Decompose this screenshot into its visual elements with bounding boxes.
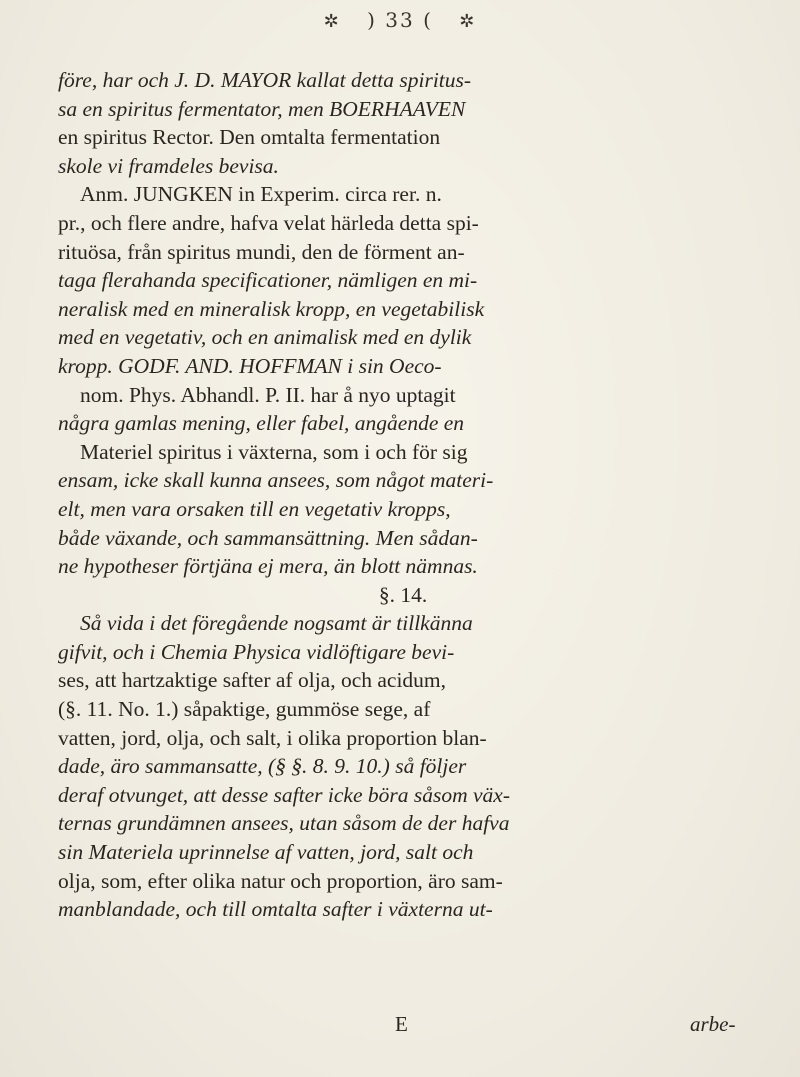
- page-footer: [0, 1012, 800, 1042]
- text-line: Anm. JUNGKEN in Experim. circa rer. n.: [80, 182, 442, 207]
- text-line: några gamlas mening, eller fabel, angående en: [58, 411, 465, 436]
- text-line: deraf otvunget, att desse safter icke böra såsom väx-: [58, 782, 511, 807]
- body-text: [58, 66, 748, 924]
- signature-mark: E: [395, 1012, 408, 1036]
- text-line: ses, att hartzaktige safter af olja, och acidum,: [58, 668, 447, 693]
- text-line: vatten, jord, olja, och salt, i olika proportion blan-: [58, 725, 487, 750]
- text-line: sa en spiritus fermentator, men BOERHAAVEN: [58, 96, 466, 121]
- text-line: kropp. GODF. AND. HOFFMAN i sin Oeco-: [58, 353, 442, 378]
- text-line: sin Materiela uprinnelse af vatten, jord, salt och: [58, 840, 474, 865]
- text-line: Så vida i det föregående nogsamt är tillkänna: [80, 611, 473, 636]
- text-line: elt, men vara orsaken till en vegetativ kropps,: [58, 496, 451, 521]
- text-line: rituösa, från spiritus mundi, den de förment an-: [58, 239, 465, 264]
- text-line: manblandade, och till omtalta safter i växterna ut-: [58, 897, 493, 922]
- text-line: nom. Phys. Abhandl. P. II. har å nyo uptagit: [80, 382, 456, 407]
- text-line: ensam, icke skall kunna ansees, som något materi-: [58, 468, 494, 493]
- text-line: med en vegetativ, och en animalisk med en dylik: [58, 325, 472, 350]
- text-line: en spiritus Rector. Den omtalta fermentation: [58, 125, 441, 150]
- text-line: gifvit, och i Chemia Physica vidlöftigare bevi-: [58, 639, 455, 664]
- text-line: ternas grundämnen ansees, utan såsom de der hafva: [58, 811, 510, 836]
- running-header: [0, 8, 800, 32]
- text-line: ne hypotheser förtjäna ej mera, än blott nämnas.: [58, 554, 478, 579]
- text-line: dade, äro sammansatte, (§ §. 8. 9. 10.) så följer: [58, 754, 467, 779]
- text-line: Materiel spiritus i växterna, som i och för sig: [80, 439, 468, 464]
- page-number: ) 33 (: [367, 8, 433, 32]
- star-ornament-icon: ✲: [323, 11, 341, 32]
- text-line: olja, som, efter olika natur och proportion, äro sam-: [58, 868, 503, 893]
- text-line: neralisk med en mineralisk kropp, en vegetabilisk: [58, 296, 485, 321]
- text-line: före, har och J. D. MAYOR kallat detta spiritus-: [58, 68, 472, 92]
- section-number: §. 14.: [378, 582, 428, 607]
- text-line: skole vi framdeles bevisa.: [58, 153, 279, 178]
- text-line: taga flerahanda specificationer, nämligen en mi-: [58, 268, 478, 293]
- text-line: både växande, och sammansättning. Men sådan-: [58, 525, 478, 550]
- text-line: pr., och flere andre, hafva velat härleda detta spi-: [58, 210, 479, 235]
- star-ornament-icon: ✲: [459, 11, 477, 32]
- catchword: arbe-: [690, 1012, 736, 1036]
- text-line: (§. 11. No. 1.) såpaktige, gummöse sege, af: [58, 697, 431, 722]
